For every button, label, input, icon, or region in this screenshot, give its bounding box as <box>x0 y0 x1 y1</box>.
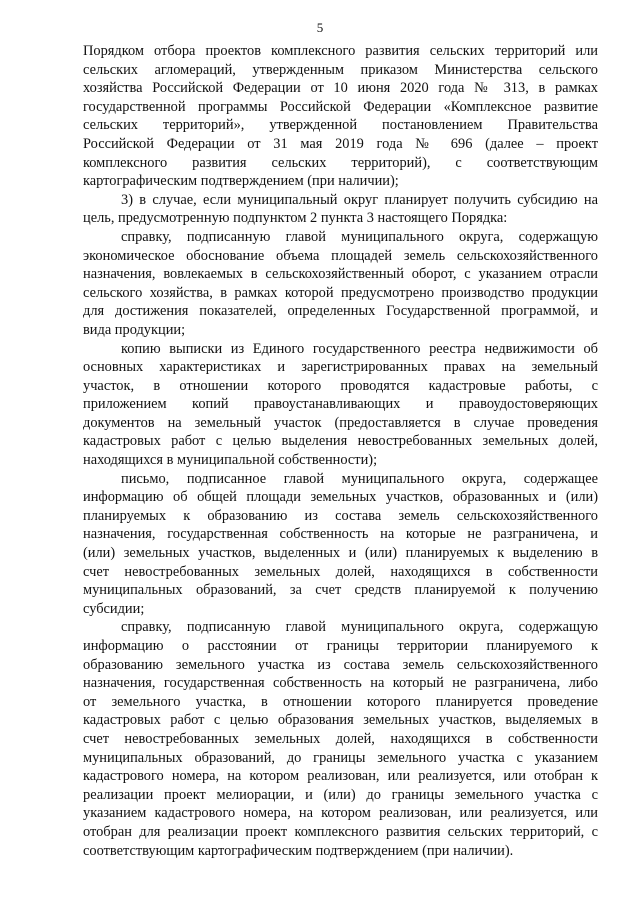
text-line: кадастрового номера, на котором реализован, или реализуется, или отобран к <box>83 768 598 785</box>
page-number: 5 <box>316 20 324 35</box>
text-line: картографическим подтверждением (при наличии); <box>83 173 399 190</box>
text-line: хозяйства Российской Федерации от 10 июня 2020 года № 313, в рамках <box>83 80 598 97</box>
text-line: соответствующим картографическим подтверждением (при наличии). <box>83 842 514 859</box>
text-line: счет невостребованных земельных долей, находящихся в собственности <box>83 730 598 747</box>
text-line: экономическое обоснование объема площадей земель сельскохозяйственного <box>83 247 598 264</box>
text-line: счет невостребованных земельных долей, находящихся в собственности <box>83 563 598 580</box>
text-line: приложением копий правоустанавливающих и правоудостоверяющих <box>83 396 598 413</box>
text-line: (или) земельных участков, выделенных и (или) планируемых к выделению в <box>83 545 598 562</box>
text-line: от земельного участка, в отношении которого планируется проведение <box>83 693 598 710</box>
text-line: указанием кадастрового номера, на котором реализован, или реализуется, или <box>83 805 598 822</box>
text-line: сельского хозяйства, в рамках которой предусмотрено производство продукции <box>83 284 598 301</box>
document-body <box>83 42 598 860</box>
text-line: планируемых к образованию из состава земель сельскохозяйственного <box>83 507 598 524</box>
text-line: сельских территорий», утвержденной постановлением Правительства <box>83 117 598 134</box>
text-line: Порядком отбора проектов комплексного развития сельских территорий или <box>83 43 598 59</box>
text-line: кадастровых работ с целью образования земельных участков, выделяемых в <box>83 712 598 729</box>
text-line: назначения, государственная собственность на который не разграничена, либо <box>83 675 598 692</box>
text-line: Российской Федерации от 31 мая 2019 года № 696 (далее – проект <box>83 135 598 152</box>
text-line: образованию земельного участка из состава земель сельскохозяйственного <box>83 656 598 673</box>
text-line: муниципальных образований, до границы земельного участка с указанием <box>83 749 598 766</box>
text-line: вида продукции; <box>83 321 186 338</box>
text-line: муниципальных образований, за счет средств планируемой к получению <box>83 582 598 599</box>
text-line: комплексного развития сельских территорий), с соответствующим <box>83 154 598 171</box>
text-line: информацию об общей площади земельных участков, образованных и (или) <box>83 489 598 506</box>
text-line: для достижения показателей, определенных Государственной программой, и <box>83 303 598 320</box>
text-line: сельских агломераций, утвержденным приказом Министерства сельского <box>83 61 598 78</box>
text-line: государственной программы Российской Федерации «Комплексное развитие <box>83 98 598 115</box>
text-line: цель, предусмотренную подпунктом 2 пункта 3 настоящего Порядка: <box>83 210 508 227</box>
text-line: 3) в случае, если муниципальный округ планирует получить субсидию на <box>121 191 598 208</box>
text-line: справку, подписанную главой муниципального округа, содержащую <box>121 228 598 245</box>
text-line: информацию о расстоянии от границы территории планируемого к <box>83 638 598 654</box>
text-line: документов на земельный участок (предоставляется в случае проведения <box>83 414 598 431</box>
text-line: письмо, подписанное главой муниципального округа, содержащее <box>121 470 598 487</box>
text-line: основных характеристиках и зарегистрированных правах на земельный <box>83 359 598 376</box>
text-line: находящихся в муниципальной собственности); <box>83 452 378 469</box>
text-line: участок, в отношении которого проводятся кадастровые работы, с <box>83 377 598 394</box>
text-line: назначения, государственная собственность на которые не разграничена, и <box>83 526 598 543</box>
text-line: назначения, вовлекаемых в сельскохозяйственный оборот, с указанием отрасли <box>83 266 598 283</box>
text-line: реализации проект мелиорации, и (или) до границы земельного участка с <box>83 786 598 803</box>
text-line: отобран для реализации проект комплексного развития сельских территорий, с <box>83 823 598 840</box>
text-line: копию выписки из Единого государственного реестра недвижимости об <box>121 340 598 357</box>
text-line: кадастровых работ с целью выделения невостребованных земельных долей, <box>83 433 598 450</box>
text-line: субсидии; <box>83 600 145 617</box>
text-line: справку, подписанную главой муниципального округа, содержащую <box>121 619 598 636</box>
